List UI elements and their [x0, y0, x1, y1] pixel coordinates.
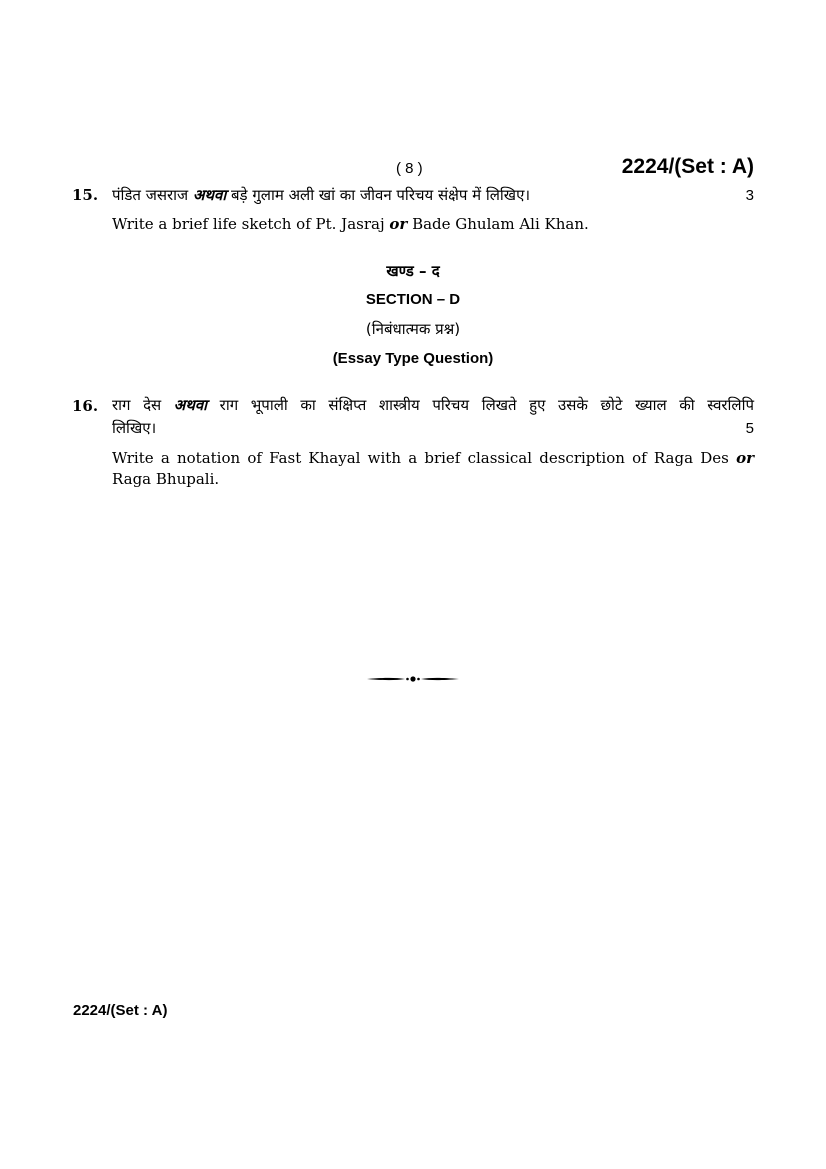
paper-code-header: 2224/(Set : A) — [621, 155, 754, 178]
question-16-marks: 5 — [745, 420, 754, 437]
q16-hindi-part2: राग भूपाली का संक्षिप्त शास्त्रीय परिचय लिखते हुए उसके छोटे ख्याल की स्वरलिपि — [207, 396, 755, 414]
section-subtitle-english: (Essay Type Question) — [332, 350, 494, 367]
q16-english-or: or — [736, 449, 754, 467]
end-ornament-divider — [365, 672, 461, 686]
q15-hindi-or: अथवा — [192, 186, 227, 204]
question-15-hindi — [112, 184, 530, 206]
question-15-english — [112, 214, 589, 235]
q16-hindi-part1: राग देस — [112, 396, 174, 414]
question-16-english-line1 — [112, 448, 754, 469]
question-15-number: 15. — [72, 186, 99, 204]
question-16-hindi-line2: लिखिए। — [112, 419, 157, 437]
q15-hindi-part2: बड़े गुलाम अली खां का जीवन परिचय संक्षेप में लिखिए। — [226, 186, 531, 204]
question-15-marks: 3 — [745, 187, 754, 204]
section-title-english: SECTION – D — [365, 291, 461, 308]
question-16-hindi-line1 — [112, 394, 754, 416]
question-16-english-line2: Raga Bhupali. — [112, 470, 220, 488]
page-number: ( 8 ) — [396, 160, 423, 177]
q15-hindi-part1: पंडित जसराज — [112, 186, 193, 204]
q16-english-part1: Write a notation of Fast Khayal with a brief classical description of Raga Des — [112, 449, 737, 467]
q15-english-or: or — [389, 215, 408, 233]
q15-english-part2: Bade Ghulam Ali Khan. — [407, 215, 589, 233]
section-title-hindi: खण्ड – द — [386, 262, 440, 280]
paper-code-footer: 2224/(Set : A) — [73, 1002, 168, 1019]
section-subtitle-hindi: (निबंधात्मक प्रश्न) — [365, 320, 461, 338]
q15-english-part1: Write a brief life sketch of Pt. Jasraj — [112, 215, 390, 233]
q16-hindi-or: अथवा — [173, 396, 208, 414]
question-16-number: 16. — [72, 397, 99, 415]
